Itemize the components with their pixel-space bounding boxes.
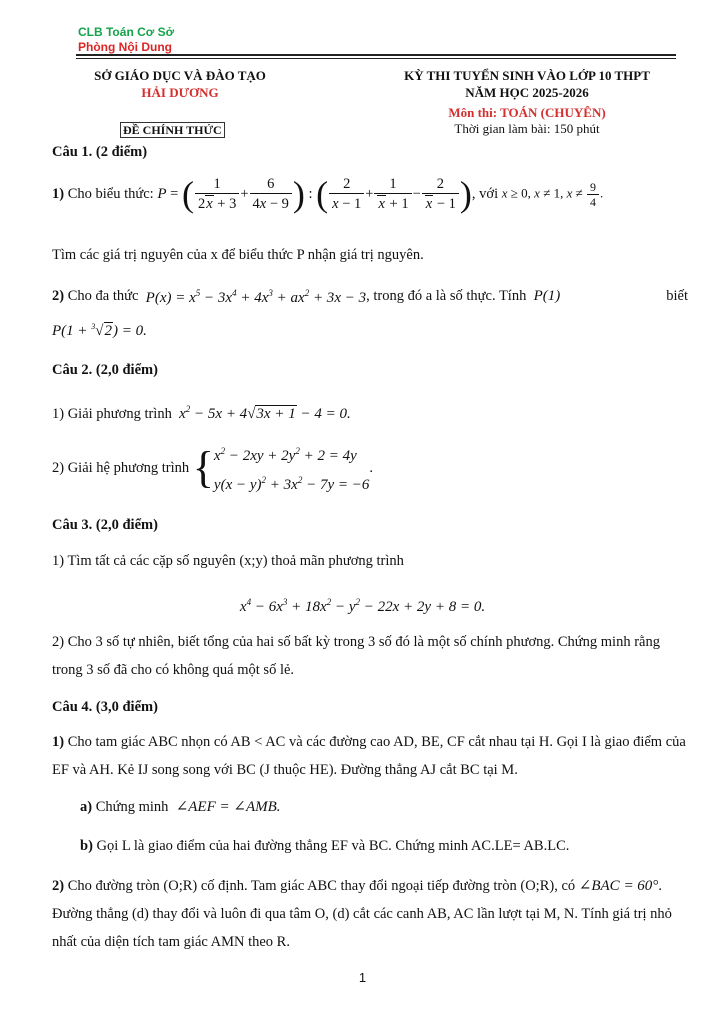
question-1-part-1: 1) Cho biểu thức: P = ( $\frac{1}{2x + 3}$ + $\frac{6}{4x - 9}$ ) : ( $\frac{2}{x - 1}$ + $\frac{1}{x + 1}$ − $\frac{2}{x - 1}$ ) , với x ≥ 0, x ≠ 1, x ≠ $\frac{9}{4}$ . (52, 174, 604, 214)
province-name: HẢI DƯƠNG (141, 85, 219, 100)
question-4-part-2: 2) Cho đường tròn (O;R) cố định. Tam giác ABC thay đổi ngoại tiếp đường tròn (O;R), có ∠BAC = 60°. Đường thẳng (d) thay đổi và luôn đi qua tâm O, (d) cắt các canh AB, AC lần lượt tại M, N. Tính giá trị nhỏ nhất của diện tích tam giác AMN theo R. (52, 878, 672, 950)
page-number: 1 (358, 970, 367, 985)
official-exam-label: ĐỀ CHÍNH THỨC (120, 121, 225, 139)
question-4-title: Câu 4. (3,0 điểm) (52, 699, 158, 715)
question-4-part-1b: b) Gọi L là giao điểm của hai đường thẳng EF và BC. Chứng minh AC.LE= AB.LC. (80, 838, 570, 854)
question-4-part-1a: a) Chứng minh ∠AEF = ∠AMB. (80, 799, 281, 815)
question-1-task: Tìm các giá trị nguyên của x để biểu thức P nhận giá trị nguyên. (52, 247, 424, 263)
question-2-part-1: 1) Giải phương trình $x^2 - 5x + 4√3x + 1 - 4 = 0$. (52, 404, 351, 422)
expression-p: P (157, 186, 167, 202)
question-3-part-2: 2) Cho 3 số tự nhiên, biết tổng của hai số bất kỳ trong 3 số đó là một số chính phương. Chứng minh rằng trong 3 số đã cho có không quá một số lẻ. (52, 634, 660, 678)
question-2-part-2: 2) Giải hệ phương trình { $x^2 - 2xy + 2y^2 + 2 = 4y$ $y(x - y)^2 + 3x^2 - 7y = -6$ . (52, 443, 374, 493)
club-name: CLB Toán Cơ Sở (78, 25, 175, 39)
question-3-title: Câu 3. (2,0 điểm) (52, 517, 158, 533)
question-1-part-2-condition: P(1 + $^3$√2) = 0. (52, 322, 147, 339)
school-year: NĂM HỌC 2025-2026 (465, 85, 589, 100)
department-name: Phòng Nội Dung (78, 40, 172, 54)
question-3-equation: $x^4 - 6x^3 + 18x^2 - y^2 - 22x + 2y + 8 = 0$. (239, 597, 486, 615)
question-2-title: Câu 2. (2,0 điểm) (52, 362, 158, 378)
dept-of-education: SỞ GIÁO DỤC VÀ ĐÀO TẠO (94, 68, 266, 83)
question-3-part-1: 1) Tìm tất cả các cặp số nguyên (x;y) thoả mãn phương trình (52, 553, 404, 569)
subject: Môn thi: TOÁN (CHUYÊN) (448, 105, 606, 120)
exam-title: KỲ THI TUYỂN SINH VÀO LỚP 10 THPT (404, 68, 650, 83)
question-4-part-1: 1) Cho tam giác ABC nhọn có AB < AC và các đường cao AD, BE, CF cắt nhau tại H. Gọi I là giao điểm của EF và AH. Kẻ IJ song song với BC (J thuộc HE). Đường thẳng AJ cắt BC tại M. (52, 734, 686, 778)
question-1-part-2: 2) Cho đa thức $P(x) = x^5 - 3x^4 + 4x^3 + ax^2 + 3x - 3$ , trong đó a là số thực. Tính P(1) biết (52, 287, 688, 306)
header-rule-thin (76, 58, 676, 59)
time-allowed: Thời gian làm bài: 150 phút (454, 121, 600, 136)
question-1-title: Câu 1. (2 điểm) (52, 144, 148, 160)
header-rule-thick (76, 54, 676, 56)
